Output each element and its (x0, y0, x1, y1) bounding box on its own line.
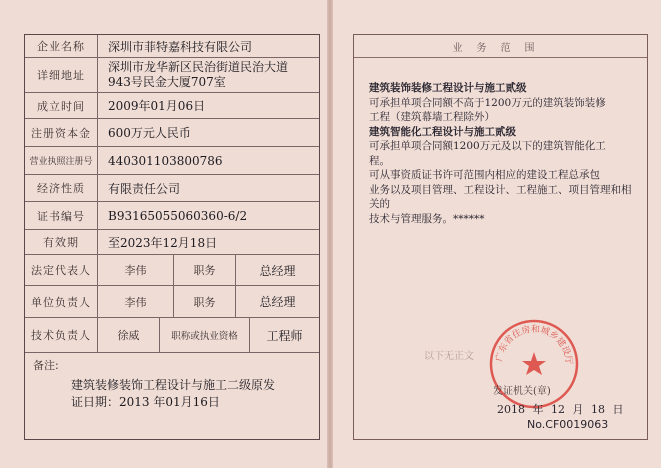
svg-text:广东省住房和城乡建设厅: 广东省住房和城乡建设厅 (494, 324, 574, 366)
license-number: 440301103800786 (108, 153, 223, 168)
table-row (25, 58, 319, 93)
person-name: 徐威 (98, 318, 160, 352)
company-name: 深圳市菲特嘉科技有限公司 (108, 39, 253, 54)
table-row (25, 318, 319, 353)
founding-date: 2009年01月06日 (108, 99, 206, 113)
row-label: 单位负责人 (25, 286, 98, 317)
remark-text: 建筑装修装饰工程设计与施工二级原发 证日期：2013 年01月16日 (71, 378, 276, 409)
table-row (25, 147, 319, 175)
row-label: 成立时间 (25, 93, 98, 118)
address: 深圳市龙华新区民治街道民治大道 943号民金大厦707室 (108, 60, 289, 89)
person-name: 李伟 (98, 286, 174, 317)
left-page (0, 0, 330, 468)
row-label: 企业名称 (25, 35, 98, 57)
row-label: 营业执照注册号 (25, 147, 98, 174)
person-title: 总经理 (259, 263, 296, 278)
row-label: 注册资本金 (25, 119, 98, 146)
issue-date: 2018 年 12 月 18 日 (497, 403, 624, 416)
table-row (25, 286, 319, 318)
scope-heading: 建筑智能化工程设计与施工贰级 (369, 125, 516, 138)
table-row (25, 93, 319, 119)
row-label: 法定代表人 (25, 255, 98, 285)
title-label: 职称或执业资格 (160, 318, 250, 352)
certificate-number: B93165055060360-6/2 (108, 208, 248, 223)
person-title: 总经理 (259, 295, 296, 309)
page-fold (327, 0, 333, 468)
registered-capital: 600万元人民币 (108, 126, 191, 140)
remark-label: 备注: (33, 359, 59, 372)
title-label: 职务 (174, 255, 236, 285)
info-table (24, 34, 320, 440)
scope-body: 可承担单项合同额不高于1200万元的建筑装饰装修 工程（建筑幕墙工程除外） (369, 96, 606, 123)
scope-heading: 建筑装饰装修工程设计与施工贰级 (369, 82, 527, 94)
scope-body: 可承担单项合同额1200万元及以下的建筑智能化工 程。 可从事资质证书许可范围内相应的建设工程总承包 业务以及项目管理、工程设计、工程施工、项目管理和相关的 技术与管理服务。****** (369, 140, 632, 225)
table-row (25, 230, 319, 255)
serial-number: No.CF0019063 (527, 418, 609, 431)
row-label: 证书编号 (25, 202, 98, 229)
faint-stamp-text: 以下无正文 (424, 351, 474, 362)
person-title: 工程师 (266, 328, 303, 343)
row-label: 详细地址 (25, 58, 98, 92)
table-row (25, 119, 319, 147)
table-row (25, 35, 319, 58)
table-row (25, 202, 319, 230)
row-label: 有效期 (25, 230, 98, 254)
person-name: 李伟 (98, 255, 174, 285)
title-label: 职务 (174, 286, 236, 317)
row-label: 技术负责人 (25, 318, 98, 352)
scope-text (369, 81, 641, 226)
valid-until: 至2023年12月18日 (108, 235, 218, 250)
issuing-authority: 发证机关(章) (493, 386, 551, 397)
scope-title: 业务范围 (354, 35, 647, 58)
row-label: 经济性质 (25, 175, 98, 201)
economic-nature: 有限责任公司 (108, 181, 181, 196)
table-row (25, 255, 319, 286)
remark-section (25, 353, 319, 439)
table-row (25, 175, 319, 202)
